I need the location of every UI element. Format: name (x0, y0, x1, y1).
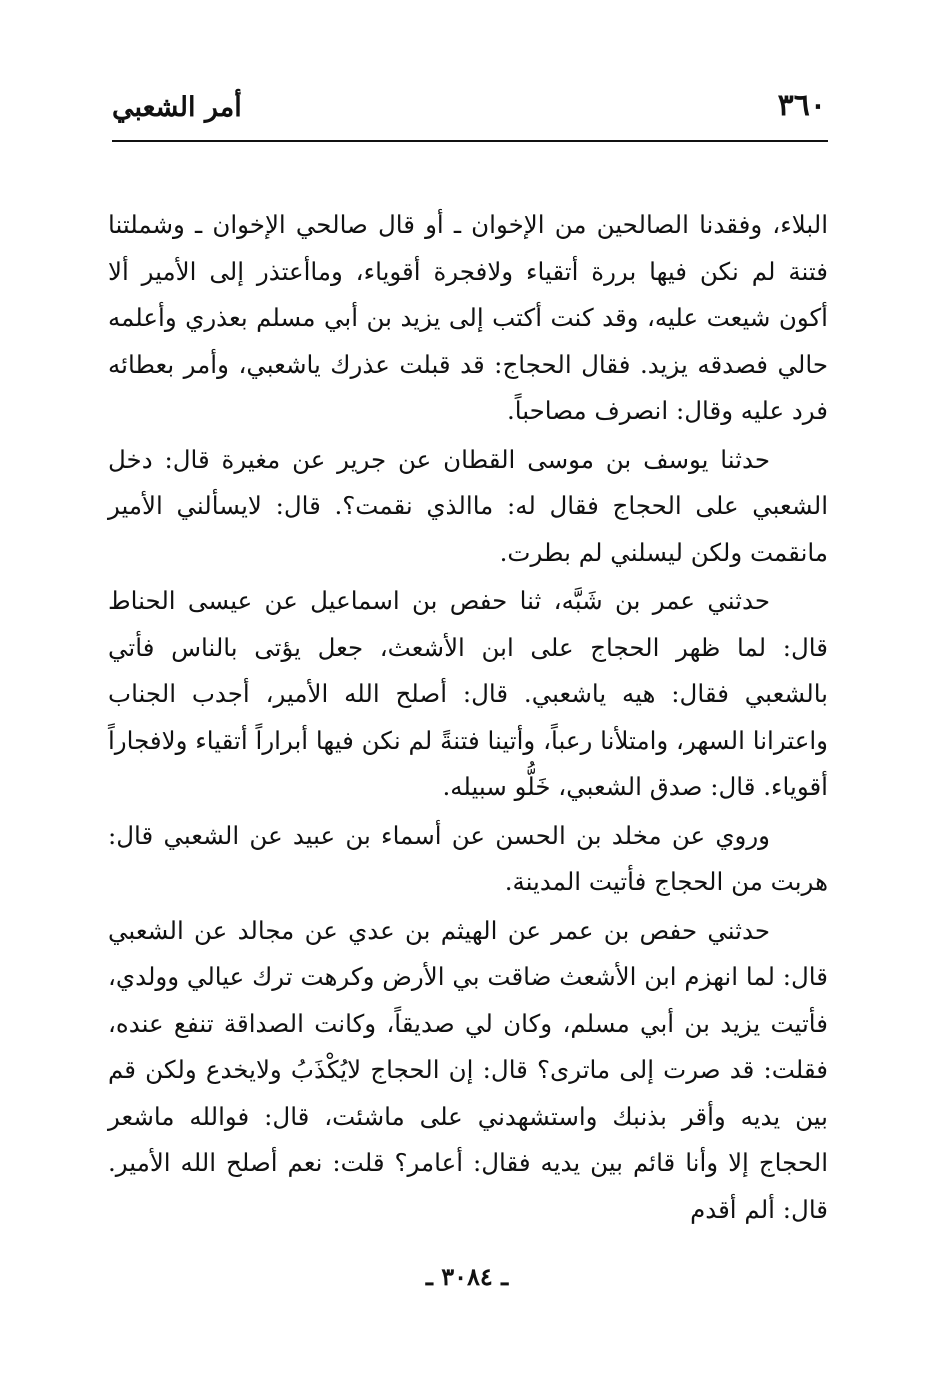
page-number: ٣٦٠ (777, 88, 826, 123)
header-rule (112, 140, 828, 142)
paragraph: البلاء، وفقدنا الصالحين من الإخوان ـ أو قال صالحي الإخوان ـ وشملتنا فتنة لم نكن فيها بررة أتقياء ولافجرة أقوياء، وماأعتذر إلى الأمير ألا أكون شيعت عليه، وقد كنت أكتب إلى يزيد بن أبي مسلم بعذري وأعلمه حالي فصدقه يزيد. فقال الحجاج: قد قبلت عذرك ياشعبي، وأمر بعطائه فرد عليه وقال: انصرف مصاحباً. (108, 210, 828, 425)
footer-sequence-number: ـ ٣٠٨٤ ـ (425, 1262, 509, 1291)
running-title: أمر الشعبي (112, 92, 242, 123)
paragraph: وروي عن مخلد بن الحسن عن أسماء بن عبيد عن الشعبي قال: هربت من الحجاج فأتيت المدينة. (108, 820, 828, 896)
page-header (112, 80, 826, 138)
main-text (108, 202, 828, 1235)
paragraph: حدثنا يوسف بن موسى القطان عن جرير عن مغيرة قال: دخل الشعبي على الحجاج فقال له: ماالذي نقمت؟. قال: لايسألني الأمير مانقمت ولكن ليسلني لم بطرت. (108, 444, 828, 567)
paragraph: حدثني حفص بن عمر عن الهيثم بن عدي عن مجالد عن الشعبي قال: لما انهزم ابن الأشعث ضاقت بي الأرض وكرهت ترك عيالي وولدي، فأتيت يزيد بن أبي مسلم، وكان لي صديقاً، وكانت الصداقة تنفع عنده، فقلت: قد صرت إلى ماترى؟ قال: إن الحجاج لايُكْذَبُ ولايخدع ولكن قم بين يديه وأقر بذنبك واستشهدني على ماشئت، قال: فوالله ماشعر الحجاج إلا وأنا قائم بين يديه فقال: أعامر؟ قلت: نعم أصلح الله الأمير. قال: ألم أقدم (108, 915, 828, 1224)
paragraph: حدثني عمر بن شَبَّه، ثنا حفص بن اسماعيل عن عيسى الحناط قال: لما ظهر الحجاج على ابن الأشعث، جعل يؤتى بالناس فأتي بالشعبي فقال: هيه ياشعبي. قال: أصلح الله الأمير، أجدب الجناب واعترانا السهر، وامتلأنا رعباً، وأتينا فتنةً لم نكن فيها أبراراً أتقياء ولافجاراً أقوياء. قال: صدق الشعبي، خَلُّو سبيله. (108, 586, 828, 801)
